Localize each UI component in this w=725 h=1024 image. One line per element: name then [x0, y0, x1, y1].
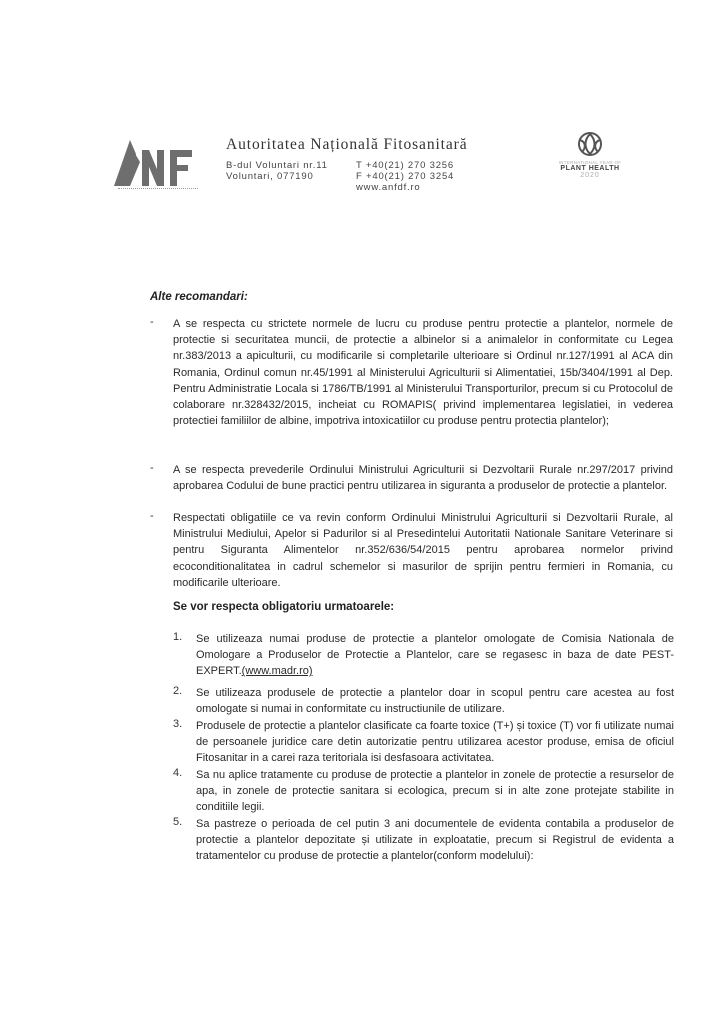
list-number: 4.	[173, 767, 183, 779]
address-block	[226, 160, 328, 182]
logo-underline	[118, 188, 198, 192]
plant-health-badge	[555, 130, 625, 179]
section-heading: Se vor respecta obligatoriu urmatoarele:	[173, 601, 395, 613]
fax: F +40(21) 270 3254	[356, 171, 455, 182]
list-number: 2.	[173, 685, 183, 697]
address-line: B-dul Voluntari nr.11	[226, 160, 328, 171]
numbered-item: Produsele de protectie a plantelor clasificate ca foarte toxice (T+) și toxice (T) vor fi utilizate numai de persoanele juridice care detin autorizatie pentru utilizarea acestor produse, emisa de oficiul Fitosanitar in a carei raza teritoriala isi desfasoara activitatea.	[196, 720, 674, 765]
list-bullet: -	[150, 462, 154, 474]
list-bullet: -	[150, 510, 154, 522]
agency-name: Autoritatea Națională Fitosanitară	[226, 136, 468, 153]
list-number: 5.	[173, 816, 183, 828]
list-item: A se respecta prevederile Ordinului Ministrului Agriculturii si Dezvoltarii Rurale nr.297/2017 privind aprobarea Codului de bune practici pentru utilizarea in siguranta a produselor de protectie a plantelor.	[173, 464, 673, 493]
badge-caption: INTERNATIONAL YEAR OF	[558, 160, 622, 165]
badge-year: 2020	[580, 172, 600, 179]
item-text: Se utilizeaza numai produse de protectie a plantelor omologate de Comisia Nationala de Omologare a Produselor de Protectie a Plantelor, care se regasesc in baza de date PEST-EXPERT.	[196, 633, 674, 678]
madr-link[interactable]: (www.madr.ro)	[241, 665, 313, 678]
section-heading: Alte recomandari:	[150, 291, 248, 303]
website-link[interactable]: www.anfdf.ro	[356, 182, 421, 193]
list-item: Respectati obligatiile ce va revin conform Ordinului Ministrului Agriculturii si Dezvoltarii Rurale, al Ministrului Mediului, Apelor si Padurilor si al Presedintelui Autoritatii Nationale Sanitare Veterinare si pentru Siguranta Alimentelor nr.352/636/54/2015 pentru aprobarea normelor privind ecoconditionalitatea in cadrul schemelor si masurilor de sprijin pentru fermieri in Romania, cu modificarile ulterioare.	[173, 512, 673, 589]
list-bullet: -	[150, 316, 154, 328]
list-item: A se respecta cu strictete normele de lucru cu produse pentru protectie a plantelor, normele de protectie si securitatea muncii, de protectie a albinelor si a animalelor in conformitate cu Legea nr.383/2013 a apiculturii, cu modificarile si completarile ulterioare si Ordinul nr.127/1991 al ACA din Romania, Ordinul comun nr.45/1991 al Ministerului Agriculturii si Alimentatiei, 15b/3404/1991 al Dep. Pentru Administratie Locala si 1786/TB/1991 al Ministerului Transporturilor, precum si cu Protocolul de colaborare nr.328432/2015, incheiat cu ROMAPIS( privind implementarea legislatiei, in vederea protectiei familiilor de albine, impotriva intoxicatiilor cu produse pentru protectia plantelor);	[173, 318, 673, 428]
numbered-item: Sa nu aplice tratamente cu produse de protectie a plantelor in zonele de protectie a resurselor de apa, in zonele de protectie sanitara si ecologica, precum si in alte zone protejate stabilite in conditiile legii.	[196, 769, 674, 814]
address-line: Voluntari, 077190	[226, 171, 314, 182]
numbered-item: Sa pastreze o perioada de cel putin 3 ani documentele de evidenta contabila a produselor de protectie a plantelor depozitate și utilizate in exploatatie, precum si Registrul de evidenta a tratamentelor cu produse de protectie a plantelor(conform modelului):	[196, 818, 674, 863]
contact-block	[356, 160, 454, 193]
anf-logo	[112, 140, 194, 186]
list-number: 3.	[173, 718, 183, 730]
badge-title: PLANT HEALTH	[560, 165, 620, 172]
phone: T +40(21) 270 3256	[356, 160, 454, 171]
plant-health-emblem-icon	[574, 130, 606, 158]
numbered-item	[196, 631, 674, 680]
list-number: 1.	[173, 631, 183, 643]
numbered-item: Se utilizeaza produsele de protectie a plantelor doar in scopul pentru care acestea au fost omologate si numai in conformitate cu instructiunile de utilizare.	[196, 687, 674, 716]
